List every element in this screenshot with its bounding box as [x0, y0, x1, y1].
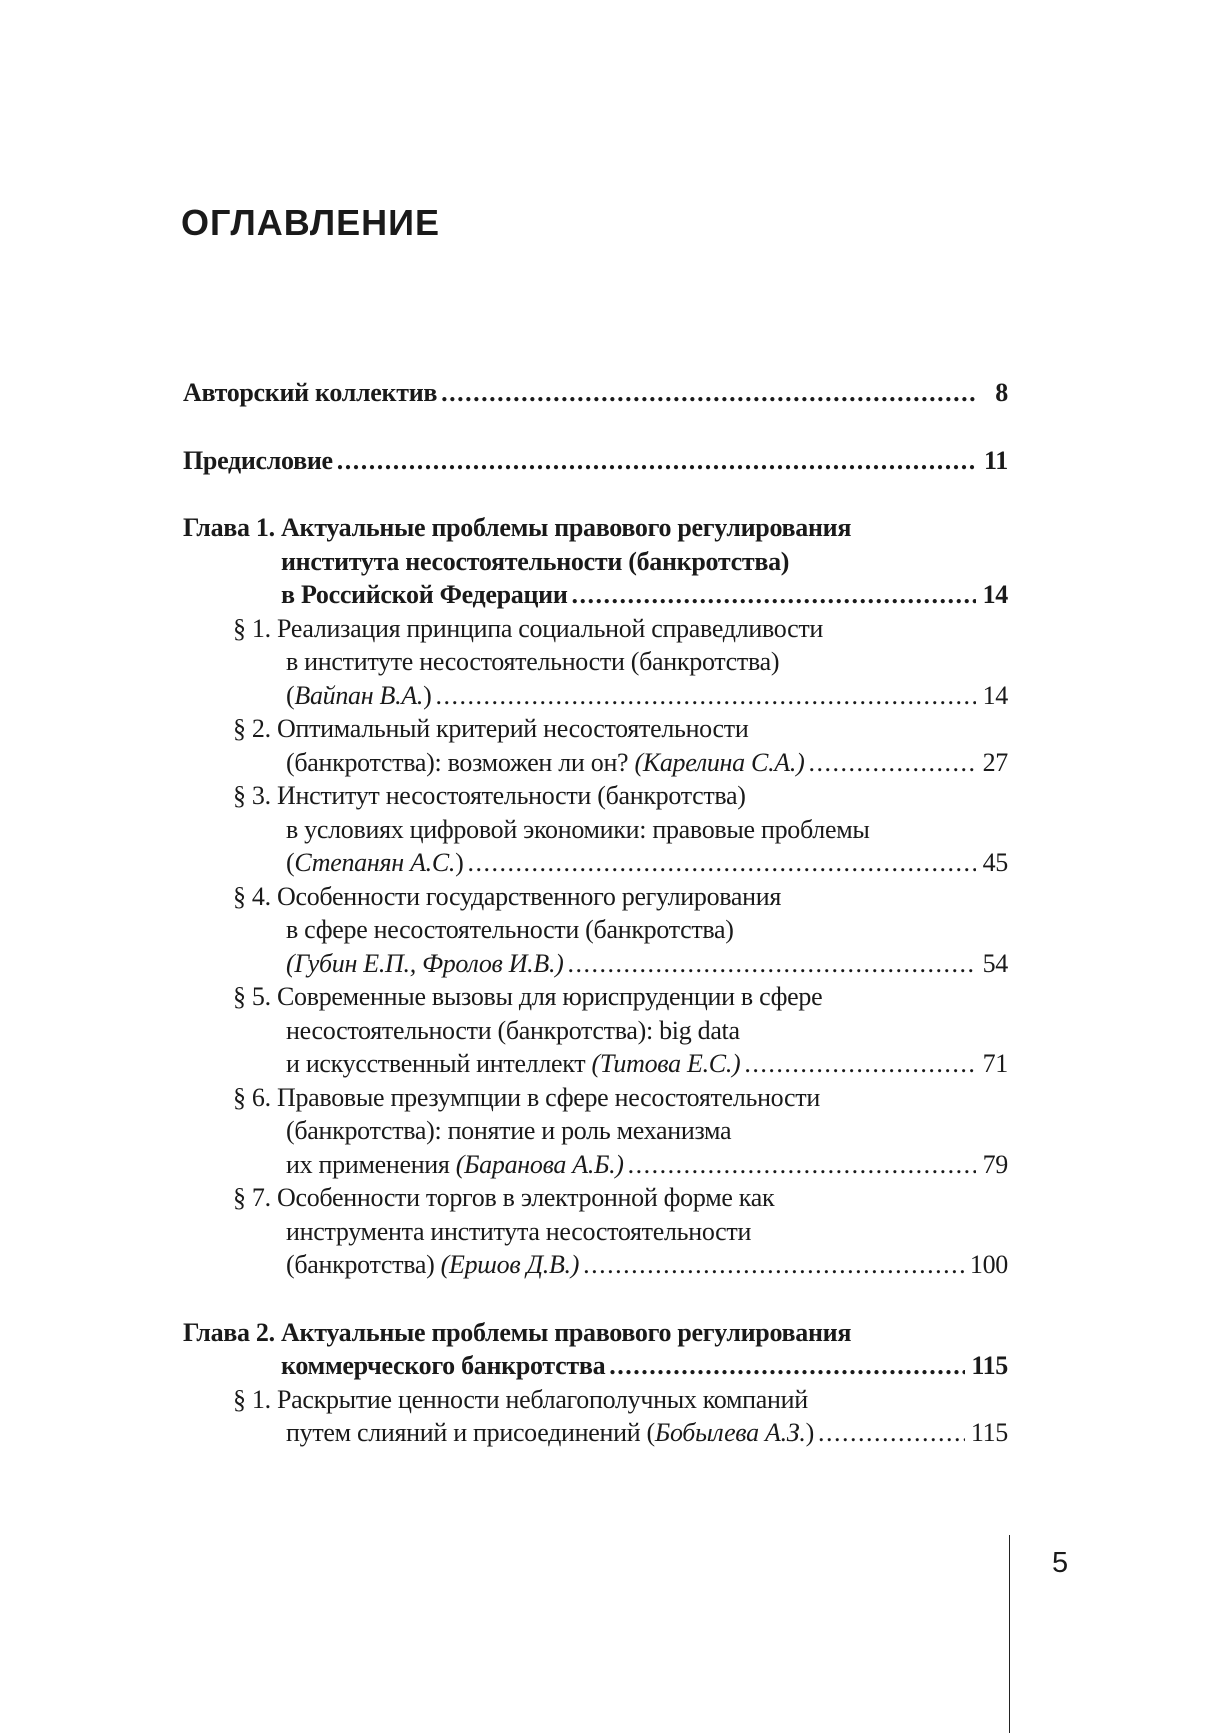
toc-section-1-3[interactable] — [183, 779, 1008, 880]
dot-leader — [435, 679, 976, 713]
toc-section-1-5[interactable] — [183, 980, 1008, 1081]
dot-leader — [337, 444, 976, 478]
section-line: § 6. Правовые презумпции в сфере несостоятельности — [233, 1082, 820, 1112]
toc-section-1-2[interactable] — [183, 712, 1008, 779]
section-author: Степанян А.С. — [294, 848, 456, 877]
section-author: (Ершов Д.В.) — [440, 1250, 580, 1279]
toc-entry-label: Авторский коллектив — [183, 378, 438, 407]
toc-section-1-1[interactable] — [183, 612, 1008, 713]
section-line: § 1. Раскрытие ценности неблагополучных компаний — [233, 1384, 808, 1414]
chapter-1 — [183, 511, 1008, 1282]
chapter-heading-line: Глава 1. Актуальные проблемы правового регулирования — [183, 513, 852, 542]
section-author: (Губин Е.П., Фролов И.В.) — [286, 948, 564, 978]
toc-page-number: 27 — [982, 747, 1008, 777]
toc-page-number: 45 — [982, 848, 1008, 877]
section-line: (банкротства) — [286, 1250, 441, 1279]
section-author: (Карелина С.А.) — [634, 747, 805, 777]
dot-leader — [467, 846, 976, 880]
chapter-heading-line: Глава 2. Актуальные проблемы правового регулирования — [183, 1317, 852, 1347]
toc-page-number: 8 — [995, 378, 1008, 407]
section-line: § 2. Оптимальный критерий несостоятельности — [233, 714, 749, 743]
section-line: и искусственный интеллект — [286, 1049, 592, 1078]
section-line: (банкротства): возможен ли он? — [286, 747, 635, 777]
section-line: § 5. Современные вызовы для юриспруденции в сфере — [233, 982, 823, 1011]
section-line: § 4. Особенности государственного регулирования — [233, 881, 782, 911]
section-line: ( — [286, 680, 295, 710]
table-of-contents — [183, 376, 1008, 1484]
section-line: путем слияний и присоединений ( — [286, 1418, 655, 1447]
section-line: § 1. Реализация принципа социальной справедливости — [233, 613, 824, 643]
dot-leader — [568, 947, 976, 981]
toc-section-1-6[interactable] — [183, 1081, 1008, 1182]
section-line: ( — [286, 848, 295, 877]
chapter-heading-line: коммерческого банкротства — [281, 1351, 606, 1380]
toc-page-number: 54 — [982, 948, 1008, 978]
chapter-heading-line: в Российской Федерации — [281, 580, 568, 609]
section-line-end: ) — [423, 680, 432, 710]
section-line: инструмента института несостоятельности — [286, 1216, 752, 1246]
chapter-heading-line: института несостоятельности (банкротства) — [281, 546, 790, 576]
toc-entry-authors[interactable] — [183, 376, 1008, 410]
dot-leader — [609, 1349, 965, 1383]
chapter-1-heading[interactable] — [183, 511, 1008, 612]
dot-leader — [818, 1416, 965, 1450]
toc-page-number: 14 — [982, 580, 1008, 609]
dot-leader — [628, 1148, 976, 1182]
section-line: их применения — [286, 1149, 456, 1179]
toc-page-number: 115 — [971, 1351, 1008, 1380]
toc-entry-preface[interactable] — [183, 444, 1008, 478]
dot-leader — [572, 578, 977, 612]
margin-rule — [1009, 1535, 1010, 1733]
dot-leader — [808, 746, 976, 780]
chapter-2-heading[interactable] — [183, 1316, 1008, 1383]
section-line: § 7. Особенности торгов в электронной форме как — [233, 1183, 775, 1212]
section-author: (Баранова А.Б.) — [455, 1149, 624, 1179]
section-line: в сфере несостоятельности (банкротства) — [286, 915, 734, 944]
section-line: § 3. Институт несостоятельности (банкротства) — [233, 781, 746, 810]
section-line-end: ) — [455, 848, 464, 877]
toc-page-number: 79 — [982, 1149, 1008, 1179]
toc-section-1-7[interactable] — [183, 1181, 1008, 1282]
section-author: Бобылева А.З. — [654, 1418, 806, 1447]
toc-section-2-1[interactable] — [183, 1383, 1008, 1450]
dot-leader — [441, 376, 976, 410]
toc-page-number: 14 — [982, 680, 1008, 710]
dot-leader — [744, 1047, 976, 1081]
page-title: ОГЛАВЛЕНИЕ — [181, 202, 441, 243]
toc-entry-label: Предисловие — [183, 445, 333, 475]
section-line: (банкротства): понятие и роль механизма — [286, 1116, 732, 1145]
page-number: 5 — [1052, 1547, 1069, 1579]
chapter-2 — [183, 1316, 1008, 1450]
toc-section-1-4[interactable] — [183, 880, 1008, 981]
section-author: (Титова Е.С.) — [591, 1049, 741, 1078]
section-line: в условиях цифровой экономики: правовые проблемы — [286, 814, 870, 844]
section-line: несостоятельности (банкротства): big data — [286, 1015, 740, 1045]
section-line: в институте несостоятельности (банкротства) — [286, 647, 780, 676]
toc-page-number: 11 — [984, 445, 1008, 475]
toc-page-number: 71 — [982, 1049, 1008, 1078]
section-line-end: ) — [805, 1418, 814, 1447]
section-author: Вайпан В.А. — [294, 680, 424, 710]
dot-leader — [583, 1248, 964, 1282]
toc-page-number: 100 — [969, 1250, 1008, 1279]
toc-page-number: 115 — [970, 1418, 1008, 1447]
